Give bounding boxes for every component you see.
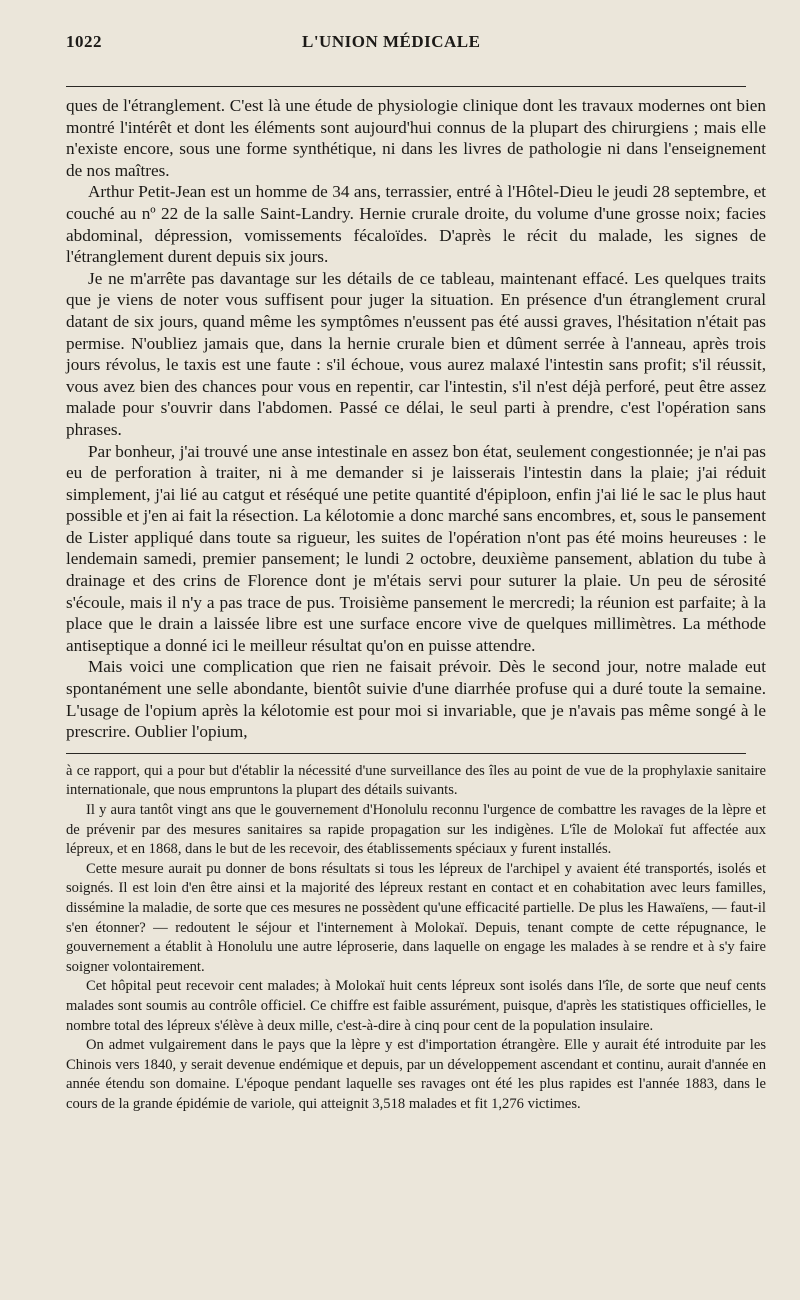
- note-paragraph: Cet hôpital peut recevoir cent malades; à Molokaï huit cents lépreux sont isolés dans l'île, de sorte que neuf cents malades sont soumis au contrôle officiel. Ce chiffre est faible assurément, puisque, d'après les statistiques officielles, le nombre total des lépreux s'élève à deux mille, c'est-à-dire à cinq pour cent de la population insulaire.: [66, 978, 766, 1034]
- running-title: L'UNION MÉDICALE: [302, 32, 481, 51]
- note-paragraph: à ce rapport, qui a pour but d'établir la nécessité d'une surveillance des îles au point de vue de la prophylaxie sanitaire internationale, que nous empruntons la plupart des détails suivants.: [66, 762, 766, 799]
- page-number: 1022: [66, 32, 102, 51]
- note-text: [66, 762, 766, 1115]
- section-divider: [66, 753, 746, 754]
- main-text: [66, 95, 766, 743]
- page-header: [66, 28, 766, 56]
- note-paragraph: On admet vulgairement dans le pays que la lèpre y est d'importation étrangère. Elle y aurait été introduite par les Chinois vers 1840, y serait devenue endémique et depuis, par un développement ascendant et continu, aurait d'année en année étendu son domaine. L'époque pendant laquelle ses ravages ont été les plus rapides est l'année 1883, dans le cours de la grande épidémie de variole, qui atteignit 3,518 malades et fit 1,276 victimes.: [66, 1037, 766, 1112]
- main-paragraph: Par bonheur, j'ai trouvé une anse intestinale en assez bon état, seulement congestionnée; je n'ai pas eu de perforation à traiter, ni à me demander si je laisserais l'intestin dans la plaie; j'ai réduit simplement, j'ai lié au catgut et réséqué une petite quantité d'épiploon, enfin j'ai lié le sac le plus haut possible et j'en ai fait la résection. La kélotomie a donc marché sans encombres, et, sous le pansement de Lister appliqué dans toute sa rigueur, les suites de l'opération n'ont pas été moins heureuses : le lendemain samedi, premier pansement; le lundi 2 octobre, deuxième pansement, ablation du tube à drainage et des crins de Florence dont je m'étais servi pour suturer la plaie. Un peu de sérosité s'écoule, mais il n'y a pas trace de pus. Troisième pansement le mercredi; la réunion est parfaite; à la place que le drain a laissée libre est une surface encore vive de quelques millimètres. La méthode antiseptique a donné ici le meilleur résultat qu'on en puisse attendre.: [66, 441, 766, 655]
- main-paragraph: Arthur Petit-Jean est un homme de 34 ans, terrassier, entré à l'Hôtel-Dieu le jeudi 28 septembre, et couché au nº 22 de la salle Saint-Landry. Hernie crurale droite, du volume d'une grosse noix; facies abdominal, dépression, vomissements fécaloïdes. D'après le récit du malade, les signes de l'étranglement durent depuis six jours.: [66, 182, 766, 267]
- main-paragraph: Je ne m'arrête pas davantage sur les détails de ce tableau, maintenant effacé. Les quelques traits que je viens de noter vous suffisent pour juger la situation. En présence d'un étranglement crural datant de six jours, quand même les symptômes n'eussent pas été aussi graves, l'hésitation n'était pas permise. N'oubliez jamais que, dans la hernie crurale bien et dûment serrée à l'anneau, après trois jours révolus, le taxis est une faute : s'il échoue, vous aurez malaxé l'intestin sans profit; s'il réussit, vous avez bien des chances pour vous en repentir, car l'intestin, s'il n'est déjà perforé, peut être assez malade pour s'ouvrir dans l'abdomen. Passé ce délai, le seul parti à prendre, c'est l'opération sans phrases.: [66, 268, 766, 439]
- note-paragraph: Cette mesure aurait pu donner de bons résultats si tous les lépreux de l'archipel y avaient été transportés, isolés et soignés. Il est loin d'en être ainsi et la majorité des lépreux restant en contact et en cohabitation avec leurs familles, dissémine la maladie, de sorte que ces mesures ne possèdent qu'une efficacité partielle. De plus les Hawaïens, — faut-il s'en étonner? — redoutent le séjour et l'internement à Molokaï. Depuis, tenant compte de cette répugnance, le gouvernement a établit à Honolulu une autre léproserie, dans laquelle on engage les malades à se rendre et à s'y faire soigner volontairement.: [66, 860, 766, 975]
- main-paragraph: ques de l'étranglement. C'est là une étude de physiologie clinique dont les travaux modernes ont bien montré l'intérêt et dont les éléments sont aujourd'hui connus de la plupart des chirurgiens ; mais elle n'existe encore, sous une forme synthétique, ni dans les livres de pathologie ni dans l'enseignement de nos maîtres.: [66, 96, 766, 180]
- note-paragraph: Il y aura tantôt vingt ans que le gouvernement d'Honolulu reconnu l'urgence de combattre les ravages de la lèpre et de prévenir par des mesures sanitaires sa rapide propagation sur les indigènes. L'île de Molokaï fut affectée aux lépreux, et en 1868, dans le but de les recevoir, des établissements spéciaux y furent installés.: [66, 802, 766, 858]
- header-rule: [66, 86, 746, 87]
- main-paragraph: Mais voici une complication que rien ne faisait prévoir. Dès le second jour, notre malade eut spontanément une selle abondante, bientôt suivie d'une diarrhée profuse qui a duré toute la semaine. L'usage de l'opium après la kélotomie est pour moi si invariable, que je n'avais pas même songé à le prescrire. Oublier l'opium,: [66, 657, 766, 742]
